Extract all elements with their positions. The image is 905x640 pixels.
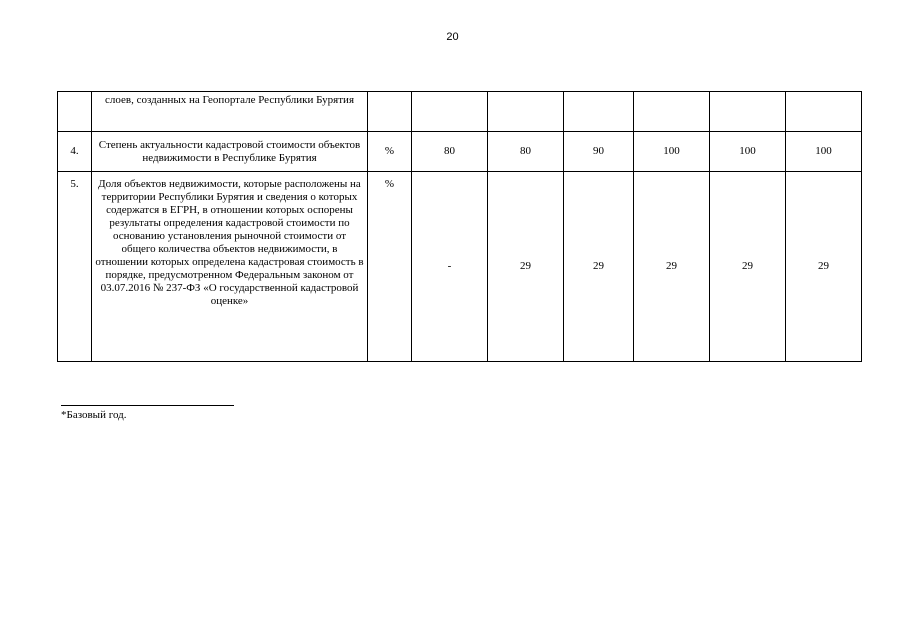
value-cell [634,92,710,132]
footnote: *Базовый год. [61,409,127,421]
value-cell: 80 [488,132,564,172]
value-cell: 100 [786,132,862,172]
value-cell [488,92,564,132]
table-row [58,132,862,172]
footnote-divider [61,405,234,406]
row-number: 4. [58,132,92,172]
page-number: 20 [446,31,459,43]
indicator-name: Доля объектов недвижимости, которые расположены на территории Республики Бурятия и сведения о которых содержатся в ЕГРН, в отношении которых оспорены результаты определения кадастровой стоимости по основанию установления рыночной стоимости от общего количества объектов недвижимости, в отношении которых определена кадастровая стоимость в порядке, предусмотренном Федеральным законом от 03.07.2016 № 237-ФЗ «О государственной кадастровой оценке» [92,172,368,362]
value-cell: 29 [488,172,564,362]
value-cell: 100 [634,132,710,172]
value-cell: 29 [564,172,634,362]
unit-cell: % [368,132,412,172]
value-cell: 100 [710,132,786,172]
value-cell [412,92,488,132]
value-cell: - [412,172,488,362]
value-cell [710,92,786,132]
row-number [58,92,92,132]
unit-cell [368,92,412,132]
indicator-name: Степень актуальности кадастровой стоимости объектов недвижимости в Республике Бурятия [92,132,368,172]
indicators-table [57,91,862,362]
value-cell: 80 [412,132,488,172]
value-cell: 29 [634,172,710,362]
value-cell: 29 [710,172,786,362]
value-cell: 29 [786,172,862,362]
unit-cell: % [368,172,412,362]
table-row [58,92,862,132]
table-row [58,172,862,362]
value-cell [564,92,634,132]
value-cell [786,92,862,132]
indicator-name: слоев, созданных на Геопортале Республики Бурятия [92,92,368,132]
row-number: 5. [58,172,92,362]
value-cell: 90 [564,132,634,172]
